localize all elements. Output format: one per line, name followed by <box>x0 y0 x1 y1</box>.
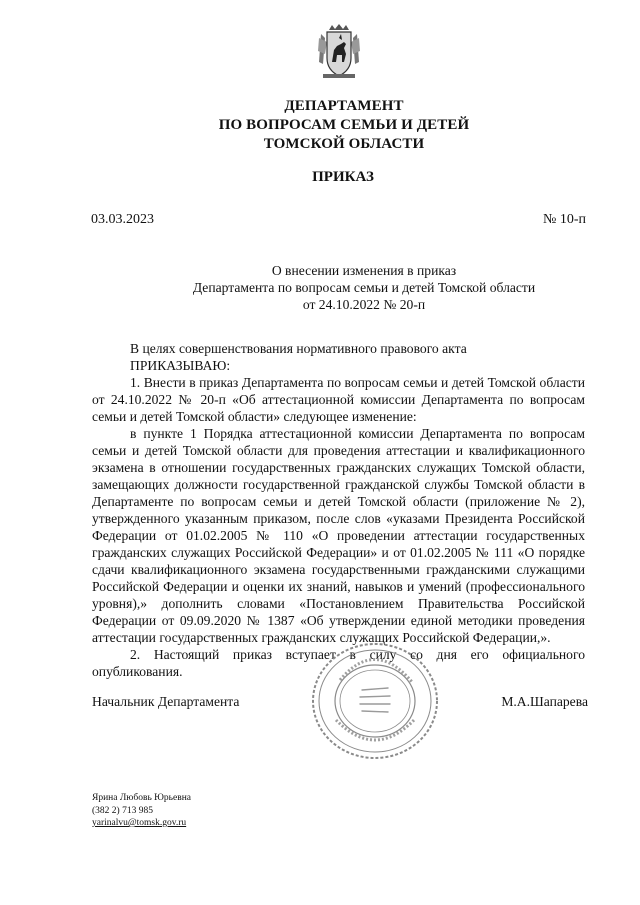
subject-line-3: от 24.10.2022 № 20-п <box>302 297 426 312</box>
signatory-name: М.А.Шапарева <box>501 694 588 709</box>
signatory-position: Начальник Департамента <box>92 694 240 709</box>
subject-line-1: О внесении изменения в приказ <box>271 263 457 278</box>
order-body <box>92 340 585 680</box>
subject-line-2: Департамента по вопросам семьи и детей Томской области <box>192 280 536 295</box>
coat-of-arms-icon <box>317 24 361 80</box>
department-name <box>0 97 640 154</box>
order-subject <box>150 262 578 313</box>
order-word: ПРИКАЗЫВАЮ: <box>130 358 231 373</box>
preamble: В целях совершенствования нормативного правового акта <box>130 341 467 356</box>
item-2: 2. Настоящий приказ вступает в силу со дня его официального опубликования. <box>92 647 585 679</box>
contact-name: Ярина Любовь Юрьевна <box>92 793 192 803</box>
contact-block <box>92 792 191 830</box>
contact-phone: (382 2) 713 985 <box>92 805 153 816</box>
department-line-2: ПО ВОПРОСАМ СЕМЬИ И ДЕТЕЙ <box>218 117 470 133</box>
document-type-title: ПРИКАЗ <box>312 169 374 185</box>
item-1-detail: в пункте 1 Порядка аттестационной комиссии Департамента по вопросам семьи и детей Томской области для проведения аттестации и квалификационного экзамена в отношении государственных гражданских служащих Томской области, замещающих должности государственной гражданской службы Томской области в Департаменте по вопросам семьи и детей Томской области (приложение № 2), утвержденного указанным приказом, после слов «указами Президента Российской Федерации от 01.02.2005 № 110 «О проведении аттестации государственных гражданских служащих Российской Федерации» и от 01.02.2005 № 111 «О порядке сдачи квалификационного экзамена государственными гражданскими служащими Российской Федерации и оценки их знаний, навыков и умений (профессионального уровня),» дополнить словами «Постановлением Правительства Российской Федерации от 09.09.2020 № 1387 «Об утверждении единой методики проведения аттестации государственных гражданских служащих Российской Федерации,». <box>92 426 585 645</box>
official-seal-icon <box>300 640 450 762</box>
order-number: № 10-п <box>542 212 586 227</box>
department-line-1: ДЕПАРТАМЕНТ <box>284 98 404 114</box>
order-date: 03.03.2023 <box>91 212 154 227</box>
department-line-3: ТОМСКОЙ ОБЛАСТИ <box>263 136 425 152</box>
contact-email-link[interactable]: yarinalvu@tomsk.gov.ru <box>92 818 187 828</box>
item-1: 1. Внести в приказ Департамента по вопросам семьи и детей Томской области от 24.10.2022 № 20-п «Об аттестационной комиссии Департамента по вопросам семьи и детей Томской области» следующее изменение: <box>92 375 585 424</box>
